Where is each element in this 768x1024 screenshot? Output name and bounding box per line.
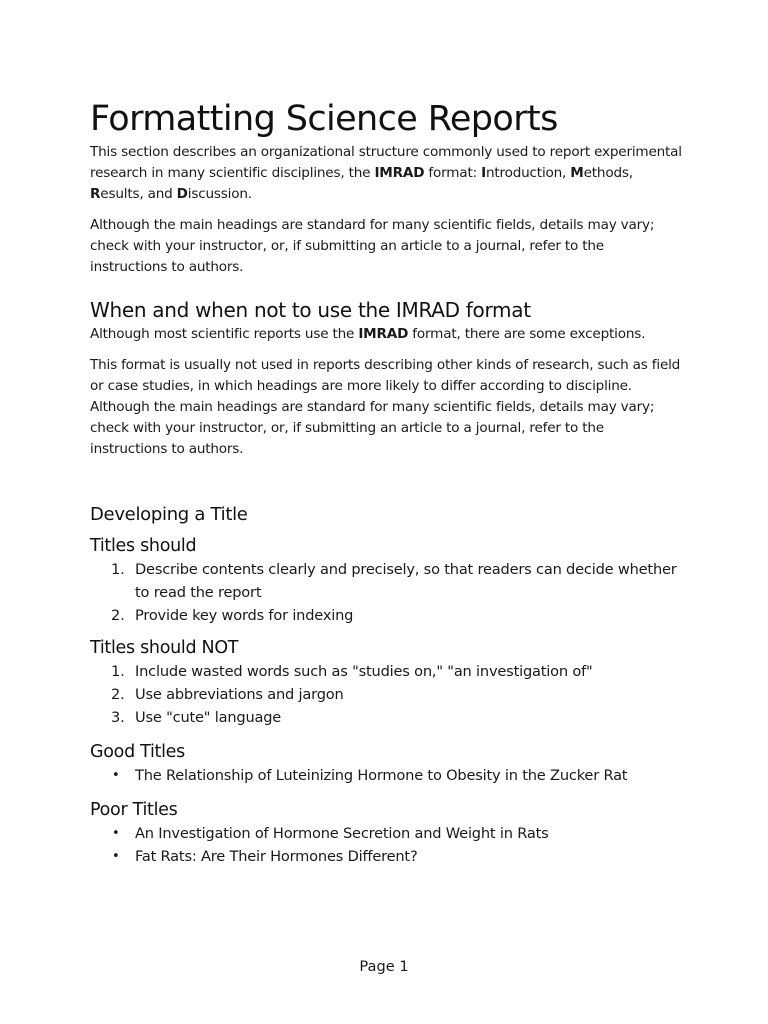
list-item: [90, 764, 682, 787]
list-item-text: Fat Rats: Are Their Hormones Different?: [135, 848, 418, 865]
titles-should-not-list: [90, 660, 682, 729]
text-run: ntroduction,: [485, 165, 571, 181]
list-marker: 1.: [111, 561, 125, 578]
when-paragraph-1: [90, 324, 682, 345]
document-page: [90, 96, 682, 868]
list-item: [90, 660, 682, 683]
title-section: [90, 502, 682, 868]
list-item-text: An Investigation of Hormone Secretion and Weight in Rats: [135, 825, 549, 842]
text-run: ethods,: [583, 165, 633, 181]
titles-should-not-heading: Titles should NOT: [90, 638, 239, 658]
poor-titles-list: [90, 822, 682, 868]
good-titles-heading: Good Titles: [90, 742, 185, 762]
intro-paragraph-1: [90, 142, 682, 205]
when-paragraph-2: This format is usually not used in reports describing other kinds of research, such as field or case studies, in which headings are more likely to differ according to discipline. Although the main headings are standard for many scientific fields, details may vary; check with your instructor, or, if submitting an article to a journal, refer to the instructions to authors.: [90, 357, 681, 457]
list-item-text: Use abbreviations and jargon: [135, 686, 344, 703]
text-run: iscussion.: [187, 186, 252, 202]
letter-i-bold: I: [481, 165, 486, 181]
text-run: format:: [424, 165, 482, 181]
bullet-icon: •: [112, 768, 120, 783]
list-item-text: Provide key words for indexing: [135, 607, 354, 624]
list-item: [90, 558, 682, 604]
list-item: [90, 822, 682, 845]
text-run: Although most scientific reports use the: [90, 326, 359, 342]
titles-should-list: [90, 558, 682, 627]
list-marker: 2.: [111, 607, 125, 624]
list-item: [90, 706, 682, 729]
list-item-text: Include wasted words such as "studies on," "an investigation of": [135, 663, 593, 680]
list-marker: 1.: [111, 663, 125, 680]
imrad-bold: IMRAD: [374, 165, 425, 181]
developing-title-heading: Developing a Title: [90, 504, 248, 525]
intro-paragraph-2: Although the main headings are standard for many scientific fields, details may vary; check with your instructor, or, if submitting an article to a journal, refer to the instructions to authors.: [90, 217, 655, 275]
bullet-icon: •: [112, 826, 120, 841]
text-run: This section describes an organizational structure commonly used to report experimental research in many scientific disciplines, the: [90, 144, 682, 181]
list-item-text: Describe contents clearly and precisely, so that readers can decide whether to read the report: [135, 561, 677, 601]
letter-m-bold: M: [570, 165, 584, 181]
imrad-bold: IMRAD: [358, 326, 409, 342]
when-heading: When and when not to use the IMRAD format: [90, 298, 531, 322]
poor-titles-heading: Poor Titles: [90, 800, 178, 820]
list-marker: 3.: [111, 709, 125, 726]
page-number: Page 1: [359, 958, 409, 975]
text-run: format, there are some exceptions.: [408, 326, 646, 342]
intro-section: [90, 142, 682, 278]
bullet-icon: •: [112, 849, 120, 864]
good-titles-list: [90, 764, 682, 787]
list-item-text: Use "cute" language: [135, 709, 282, 726]
when-section: [90, 296, 682, 460]
list-marker: 2.: [111, 686, 125, 703]
list-item: [90, 845, 682, 868]
list-item: [90, 683, 682, 706]
titles-should-heading: Titles should: [90, 536, 197, 556]
letter-d-bold: D: [176, 186, 188, 202]
list-item: [90, 604, 682, 627]
text-run: esults, and: [100, 186, 177, 202]
page-title: Formatting Science Reports: [90, 99, 558, 139]
list-item-text: The Relationship of Luteinizing Hormone to Obesity in the Zucker Rat: [135, 767, 628, 784]
letter-r-bold: R: [90, 186, 101, 202]
